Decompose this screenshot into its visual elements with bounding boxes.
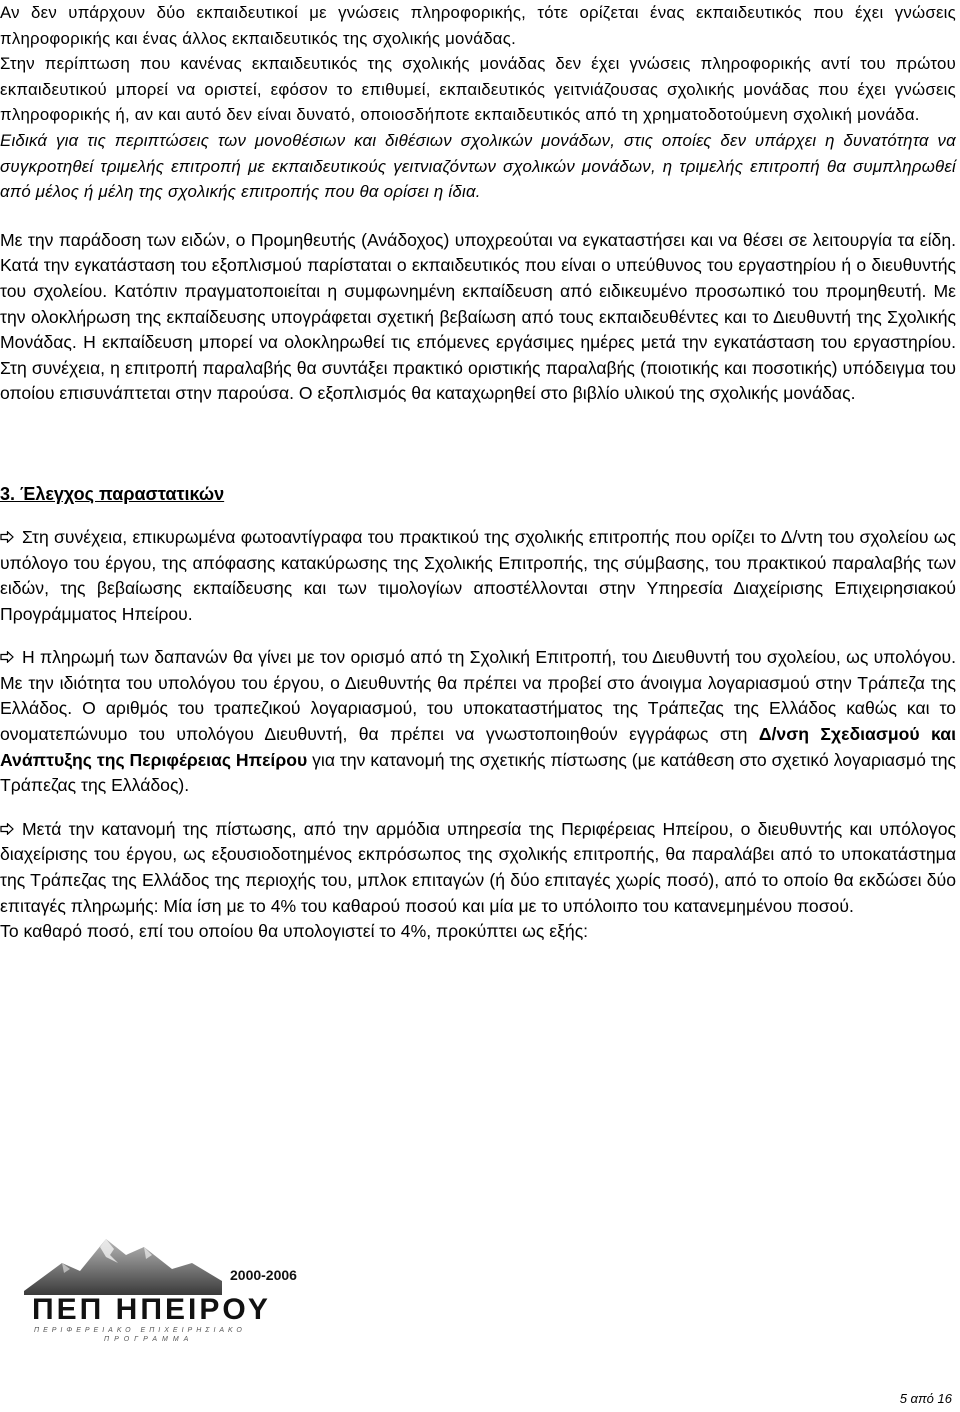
section-heading	[0, 481, 956, 507]
bullet-documents	[0, 525, 956, 627]
pep-ipeirou-logo	[22, 1233, 312, 1343]
bullet-cheques	[0, 817, 956, 919]
bullet-payment	[0, 645, 956, 799]
section-heading-text: 3. Έλεγχος παραστατικών	[0, 483, 225, 504]
bullet-payment-text: Η πληρωμή των δαπανών θα γίνει με τον ορισμό από τη Σχολική Επιτροπή, του Διευθυντή του σχολείου, ως υπολόγου. Με την ιδιότητα του υπολόγου του έργου, ο Διευθυντής θα πρέπει να προβεί στο άνοιγμα λογαριασμού στην Τράπεζα της Ελλάδος. Ο αριθμός του τραπεζικού λογαριασμού, του υποκαταστήματος της Τράπεζας της Ελλάδος καθώς και το ονοματεπώνυμο του υπολόγου Διευθυντή, θα πρέπει να γνωστοποιηθούν εγγράφως στη	[0, 647, 956, 745]
paragraph-delivery: Με την παράδοση των ειδών, ο Προμηθευτής (Ανάδοχος) υποχρεούται να εγκαταστήσει και να θέσει σε λειτουργία τα είδη. Κατά την εγκατάσταση του εξοπλισμού παρίσταται ο εκπαιδευτικός που είναι ο υπεύθυνος του εργαστηρίου ή ο διευθυντής του σχολείου. Κατόπιν πραγματοποιείται η συμφωνημένη εκπαίδευση από ειδικευμένο προσωπικό του προμηθευτή. Με την ολοκλήρωση της εκπαίδευσης υπογράφεται σχετική βεβαίωση από τους εκπαιδευθέντες και το Διευθυντή της Σχολικής Μονάδας. Η εκπαίδευση μπορεί να ολοκληρωθεί τις επόμενες εργάσιμες ημέρες μετά την εγκατάσταση του εργαστηρίου. Στη συνέχεια, η επιτροπή παραλαβής θα συντάξει πρακτικό οριστικής παραλαβής (ποιοτικής και ποσοτικής) υπόδειγμα του οποίου επισυνάπτεται στην παρούσα. Ο εξοπλισμός θα καταχωρηθεί στο βιβλίο υλικού της σχολικής μονάδας.	[0, 229, 956, 404]
logo-subtitle-2: ΠΡΟΓΡΑΜΜΑ	[104, 1336, 194, 1343]
paragraph-small-schools: Ειδικά για τις περιπτώσεις των μονοθέσιων και διθέσιων σχολικών μονάδων, στις οποίες δεν υπάρχει η δυνατότητα να συγκροτηθεί τριμελής επιτροπή με εκπαιδευτικούς γειτνιαζόντων σχολικών μονάδων, η τριμελής επιτροπή θα συμπληρωθεί από μέλος ή μέλη της σχολικής επιτροπής που θα ορίσει η ίδια.	[0, 130, 956, 202]
hollow-right-arrow-icon	[0, 823, 14, 835]
paragraph-no-it-teacher: Στην περίπτωση που κανένας εκπαιδευτικός της σχολικής μονάδας δεν έχει γνώσεις πληροφορικής αντί του πρώτου εκπαιδευτικού μπορεί να οριστεί, εφόσον το επιθυμεί, εκπαιδευτικός γειτνιάζουσας σχολικής μονάδας που έχει γνώσεις πληροφορικής ή, αν και αυτό δεν είναι δυνατό, οποιοσδήποτε εκπαιδευτικός από τη χρηματοδοτούμενη σχολική μονάδα.	[0, 54, 956, 125]
paragraph-two-teachers: Αν δεν υπάρχουν δύο εκπαιδευτικοί με γνώσεις πληροφορικής, τότε ορίζεται ένας εκπαιδευτικός που έχει γνώσεις πληροφορικής και ένας άλλος εκπαιδευτικός της σχολικής μονάδας.	[0, 3, 956, 48]
bullet-cheques-text: Μετά την κατανομή της πίστωσης, από την αρμόδια υπηρεσία της Περιφέρειας Ηπείρου, ο διευθυντής και υπόλογος διαχείρισης του έργου, ως εξουσιοδοτημένος εκπρόσωπος της σχολικής επιτροπής, θα παραλάβει από το υποκατάστημα της Τράπεζας της Ελλάδος της περιοχής του, μπλοκ επιταγών (ή δύο επιταγές χωρίς ποσό), από το οποίο θα εκδώσει δύο επιταγές πληρωμής: Μία ίση με το 4% του καθαρού ποσού και μία με το υπόλοιπο του κατανεμημένου ποσού.	[0, 818, 956, 916]
logo-subtitle-1: ΠΕΡΙΦΕΡΕΙΑΚΟ ΕΠΙΧΕΙΡΗΣΙΑΚΟ	[34, 1327, 246, 1334]
paragraph-net-amount: Το καθαρό ποσό, επί του οποίου θα υπολογιστεί το 4%, προκύπτει ως εξής:	[0, 921, 589, 942]
bullet-documents-text: Στη συνέχεια, επικυρωμένα φωτοαντίγραφα του πρακτικού της σχολικής επιτροπής που ορίζει το Δ/ντη του σχολείου ως υπόλογο του έργου, της απόφασης κατακύρωσης της Σχολικής Επιτροπής, της σύμβασης, του πρακτικού παραλαβής των ειδών, της βεβαίωσης εκπαίδευσης και των τιμολογίων αποστέλλονται στην Υπηρεσία Διαχείρισης Επιχειρησιακού Προγράμματος Ηπείρου.	[0, 526, 956, 624]
hollow-right-arrow-icon	[0, 531, 14, 543]
page-number: 5 από 16	[899, 1391, 952, 1406]
logo-years: 2000-2006	[230, 1267, 297, 1283]
bullet-payment-directorate: Δ/νση Σχεδιασμού και Ανάπτυξης της Περιφέρειας Ηπείρου	[0, 724, 956, 770]
logo-name: ΠΕΠ ΗΠΕΙΡΟΥ	[32, 1293, 271, 1326]
bullet-payment-text-end: για την κατανομή της σχετικής πίστωσης (με κατάθεση στο σχετικό λογαριασμό της Τράπεζας της Ελλάδος).	[0, 749, 956, 796]
committee-section	[0, 0, 956, 205]
hollow-right-arrow-icon	[0, 651, 14, 663]
